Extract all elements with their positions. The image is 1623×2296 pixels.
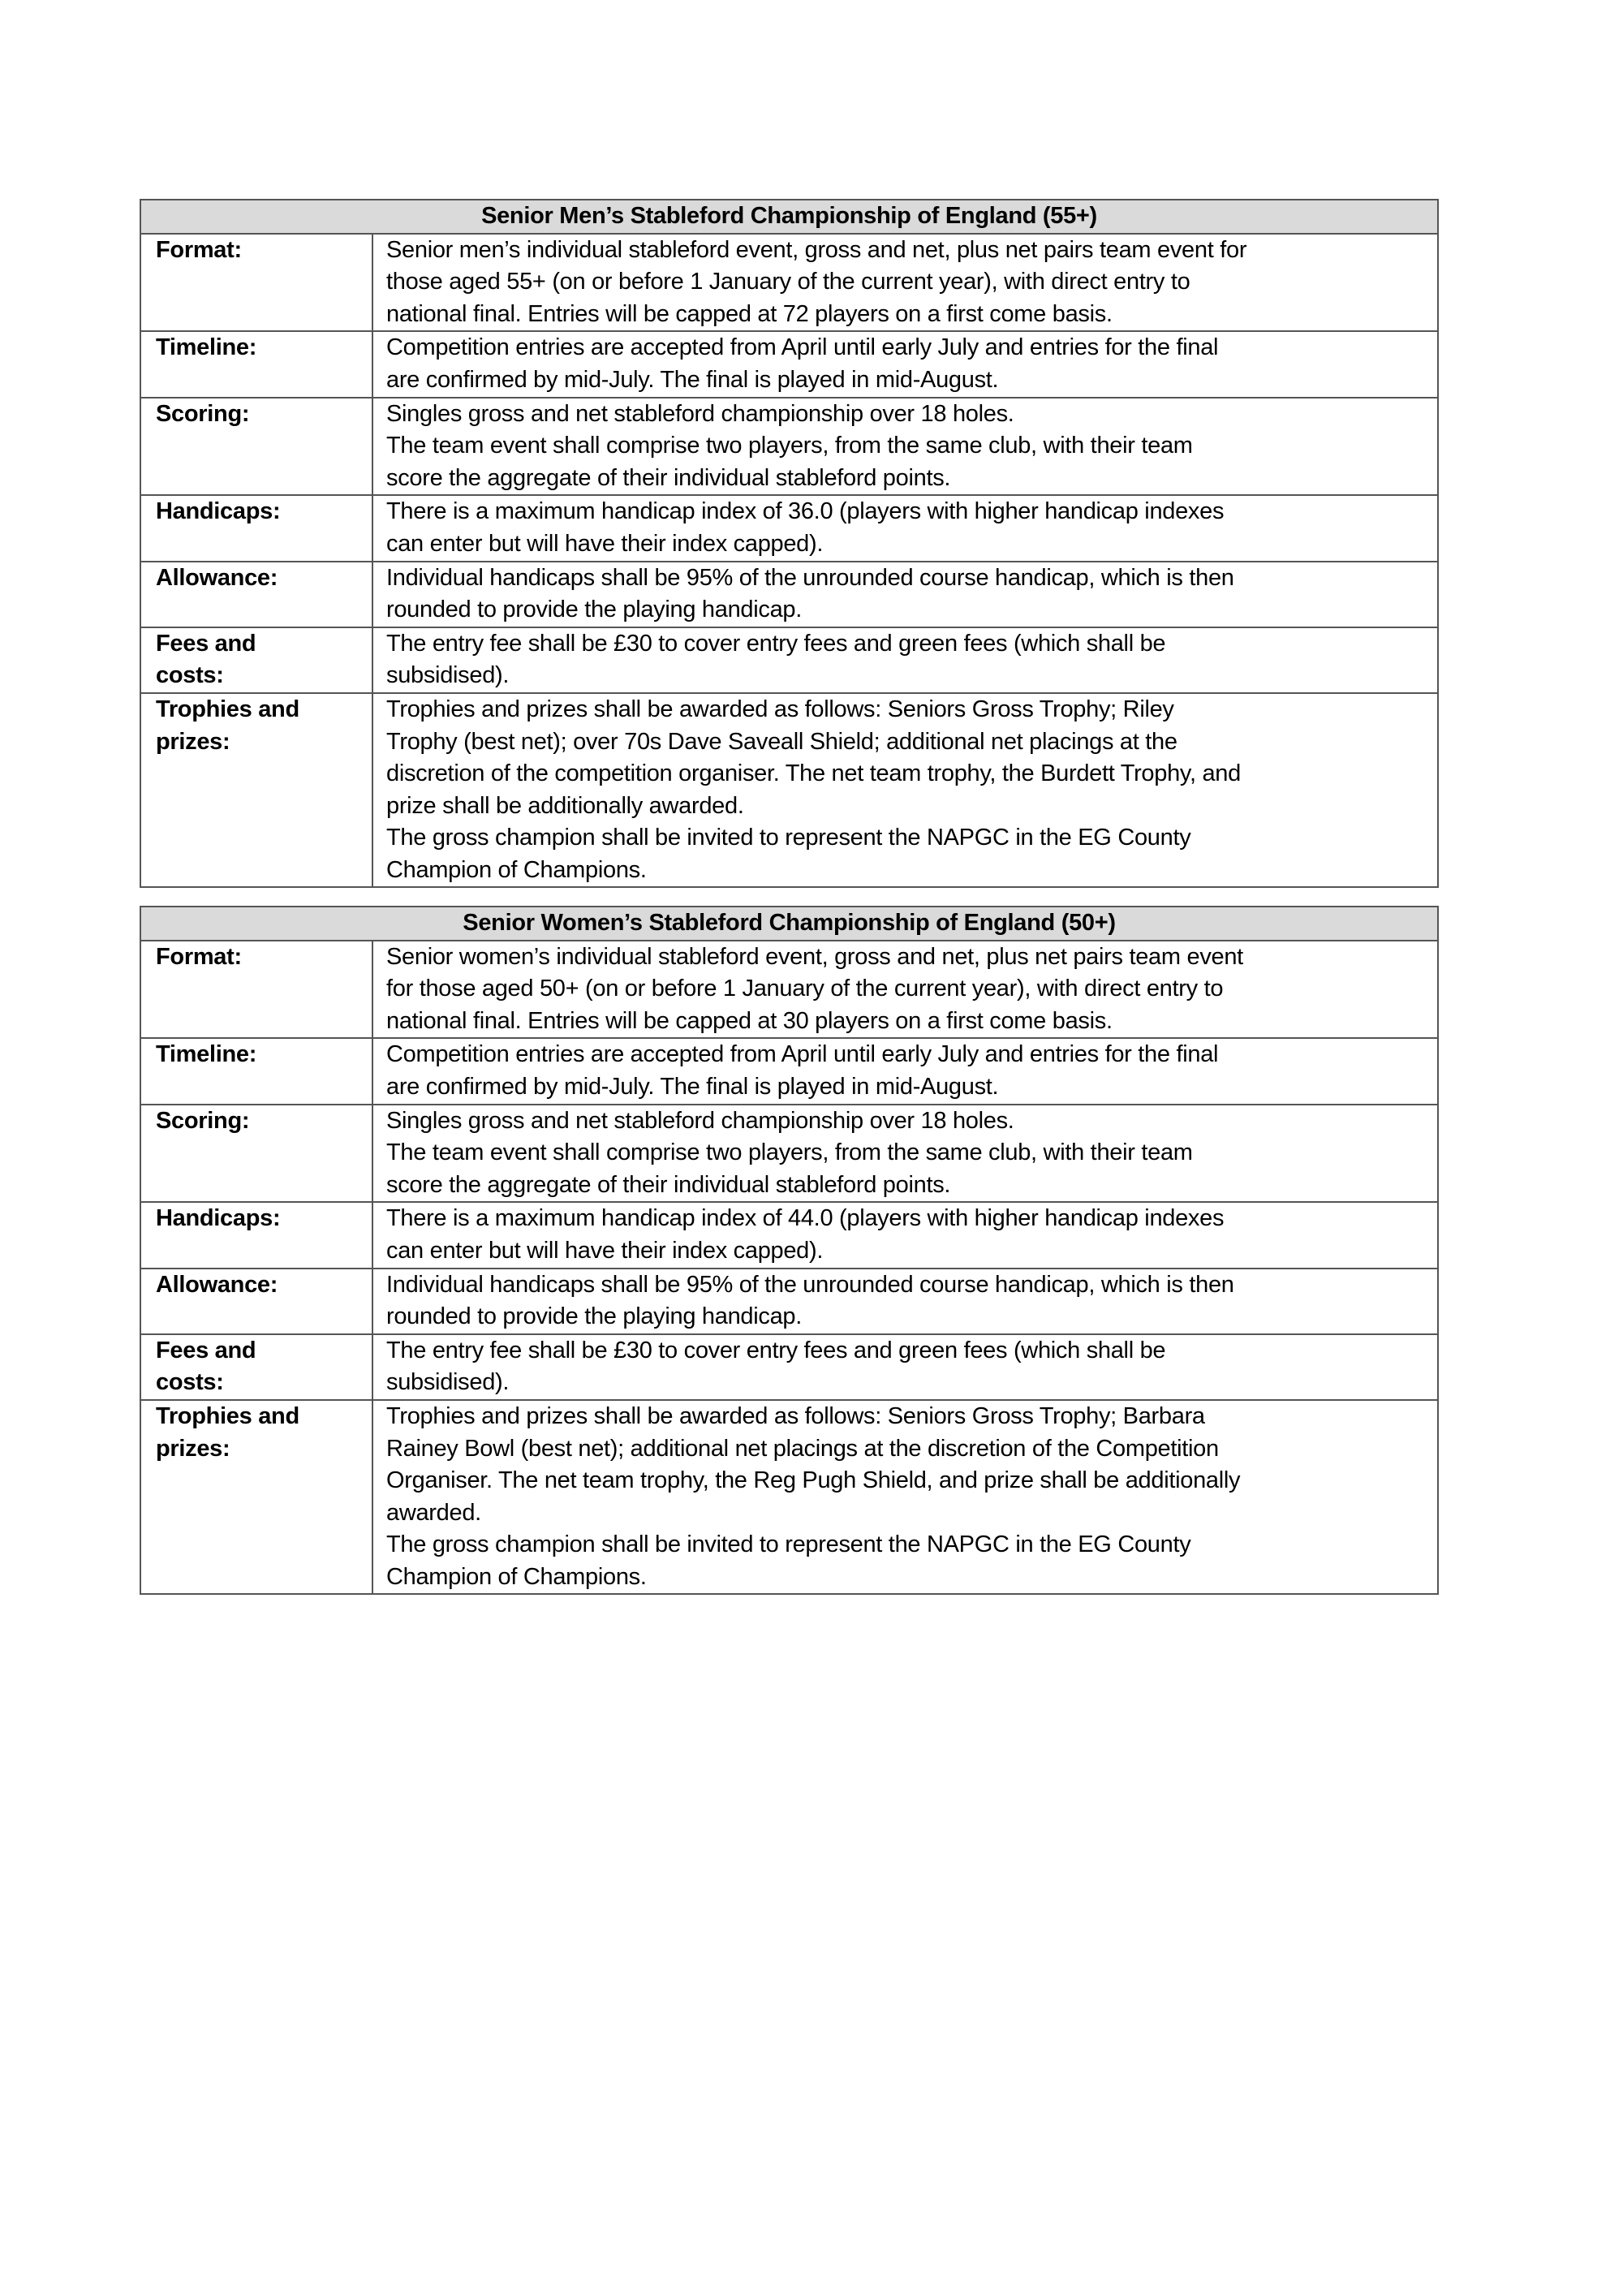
row-label <box>140 941 372 1039</box>
row-label-line: prizes: <box>156 1435 230 1462</box>
table-row <box>140 1269 1438 1334</box>
row-label <box>140 331 372 397</box>
table-row <box>140 1202 1438 1268</box>
row-label-line: Trophies and <box>156 1402 299 1429</box>
row-value <box>372 627 1438 693</box>
row-value-line: Champion of Champions. <box>386 856 647 883</box>
row-label <box>140 1334 372 1400</box>
row-value <box>372 495 1438 561</box>
row-label-line: Scoring: <box>156 400 250 427</box>
row-value-line: can enter but will have their index capped). <box>386 530 824 557</box>
row-label-line: Format: <box>156 236 242 263</box>
row-label-line: Allowance: <box>156 564 278 591</box>
row-label-line: Allowance: <box>156 1271 278 1298</box>
row-value <box>372 1202 1438 1268</box>
row-value-line: rounded to provide the playing handicap. <box>386 1303 802 1330</box>
row-label-line: costs: <box>156 1369 224 1396</box>
row-value-line: Singles gross and net stableford championship over 18 holes. <box>386 400 1014 427</box>
table-row <box>140 495 1438 561</box>
row-value-line: The entry fee shall be £30 to cover entry fees and green fees (which shall be <box>386 630 1166 657</box>
row-value-line: Organiser. The net team trophy, the Reg Pugh Shield, and prize shall be additionally <box>386 1467 1241 1494</box>
table-row <box>140 562 1438 627</box>
row-value <box>372 941 1438 1039</box>
row-value-line: Competition entries are accepted from April until early July and entries for the final <box>386 1041 1219 1068</box>
row-label-line: Trophies and <box>156 696 299 722</box>
row-value-line: The team event shall comprise two players, from the same club, with their team <box>386 1139 1193 1166</box>
row-value <box>372 1400 1438 1595</box>
row-label-line: Format: <box>156 943 242 970</box>
row-value-line: national final. Entries will be capped at 30 players on a first come basis. <box>386 1007 1113 1034</box>
row-label <box>140 627 372 693</box>
row-value-line: discretion of the competition organiser. The net team trophy, the Burdett Trophy, and <box>386 760 1241 787</box>
table-row <box>140 693 1438 888</box>
row-label <box>140 1269 372 1334</box>
table-title: Senior Men’s Stableford Championship of England (55+) <box>140 200 1438 234</box>
row-label-line: Timeline: <box>156 334 257 361</box>
row-label <box>140 398 372 496</box>
row-value-line: The gross champion shall be invited to represent the NAPGC in the EG County <box>386 825 1191 851</box>
row-value-line: Individual handicaps shall be 95% of the unrounded course handicap, which is then <box>386 1271 1234 1298</box>
row-label-line: Scoring: <box>156 1107 250 1134</box>
row-label <box>140 1202 372 1268</box>
row-value-line: Individual handicaps shall be 95% of the unrounded course handicap, which is then <box>386 564 1234 591</box>
table-row <box>140 331 1438 397</box>
row-value-line: The entry fee shall be £30 to cover entry fees and green fees (which shall be <box>386 1337 1166 1363</box>
row-value-line: awarded. <box>386 1499 481 1526</box>
table-row <box>140 941 1438 1039</box>
row-value-line: national final. Entries will be capped at 72 players on a first come basis. <box>386 300 1113 327</box>
row-label-line: costs: <box>156 662 224 689</box>
mens-championship-table <box>140 199 1439 888</box>
row-value-line: Competition entries are accepted from April until early July and entries for the final <box>386 334 1219 361</box>
womens-championship-table <box>140 906 1439 1595</box>
table-row <box>140 1105 1438 1203</box>
row-value-line: those aged 55+ (on or before 1 January of the current year), with direct entry to <box>386 269 1190 295</box>
row-label-line: prizes: <box>156 728 230 755</box>
row-value <box>372 398 1438 496</box>
row-label <box>140 693 372 888</box>
table-row <box>140 1334 1438 1400</box>
row-value-line: Champion of Champions. <box>386 1563 647 1590</box>
table-row <box>140 234 1438 332</box>
row-value <box>372 693 1438 888</box>
row-label <box>140 1400 372 1595</box>
row-value-line: are confirmed by mid-July. The final is played in mid-August. <box>386 366 999 393</box>
row-value <box>372 1038 1438 1104</box>
row-value-line: can enter but will have their index capped). <box>386 1237 824 1264</box>
row-value-line: There is a maximum handicap index of 44.0 (players with higher handicap indexes <box>386 1205 1225 1232</box>
row-label <box>140 1105 372 1203</box>
row-value-line: subsidised). <box>386 1369 510 1396</box>
row-value-line: Trophy (best net); over 70s Dave Saveall Shield; additional net placings at the <box>386 728 1177 755</box>
table-row <box>140 398 1438 496</box>
row-value-line: The gross champion shall be invited to represent the NAPGC in the EG County <box>386 1531 1191 1558</box>
row-label <box>140 234 372 332</box>
table-title: Senior Women’s Stableford Championship of England (50+) <box>140 907 1438 941</box>
row-label <box>140 1038 372 1104</box>
row-value-line: score the aggregate of their individual stableford points. <box>386 464 951 491</box>
row-value-line: for those aged 50+ (on or before 1 January of the current year), with direct entry to <box>386 976 1224 1002</box>
row-label <box>140 562 372 627</box>
row-value <box>372 1334 1438 1400</box>
row-value-line: Senior men’s individual stableford event, gross and net, plus net pairs team event for <box>386 236 1247 263</box>
row-value-line: Trophies and prizes shall be awarded as follows: Seniors Gross Trophy; Barbara <box>386 1402 1205 1429</box>
row-value-line: rounded to provide the playing handicap. <box>386 597 802 623</box>
row-value-line: Trophies and prizes shall be awarded as follows: Seniors Gross Trophy; Riley <box>386 696 1174 722</box>
row-value-line: Singles gross and net stableford championship over 18 holes. <box>386 1107 1014 1134</box>
row-value-line: score the aggregate of their individual stableford points. <box>386 1171 951 1198</box>
row-value <box>372 562 1438 627</box>
table-row <box>140 627 1438 693</box>
row-value <box>372 234 1438 332</box>
table-row <box>140 1400 1438 1595</box>
row-value-line: Rainey Bowl (best net); additional net placings at the discretion of the Competition <box>386 1435 1219 1462</box>
row-value <box>372 331 1438 397</box>
row-value-line: Senior women’s individual stableford event, gross and net, plus net pairs team event <box>386 943 1243 970</box>
row-value <box>372 1269 1438 1334</box>
row-label-line: Timeline: <box>156 1041 257 1068</box>
table-row <box>140 1038 1438 1104</box>
row-value-line: There is a maximum handicap index of 36.0 (players with higher handicap indexes <box>386 498 1225 525</box>
row-value <box>372 1105 1438 1203</box>
row-value-line: prize shall be additionally awarded. <box>386 792 744 819</box>
row-value-line: are confirmed by mid-July. The final is played in mid-August. <box>386 1073 999 1100</box>
row-label <box>140 495 372 561</box>
row-value-line: subsidised). <box>386 662 510 689</box>
row-label-line: Fees and <box>156 1337 256 1363</box>
row-label-line: Handicaps: <box>156 498 281 525</box>
row-label-line: Fees and <box>156 630 256 657</box>
row-value-line: The team event shall comprise two players, from the same club, with their team <box>386 433 1193 459</box>
row-label-line: Handicaps: <box>156 1205 281 1232</box>
